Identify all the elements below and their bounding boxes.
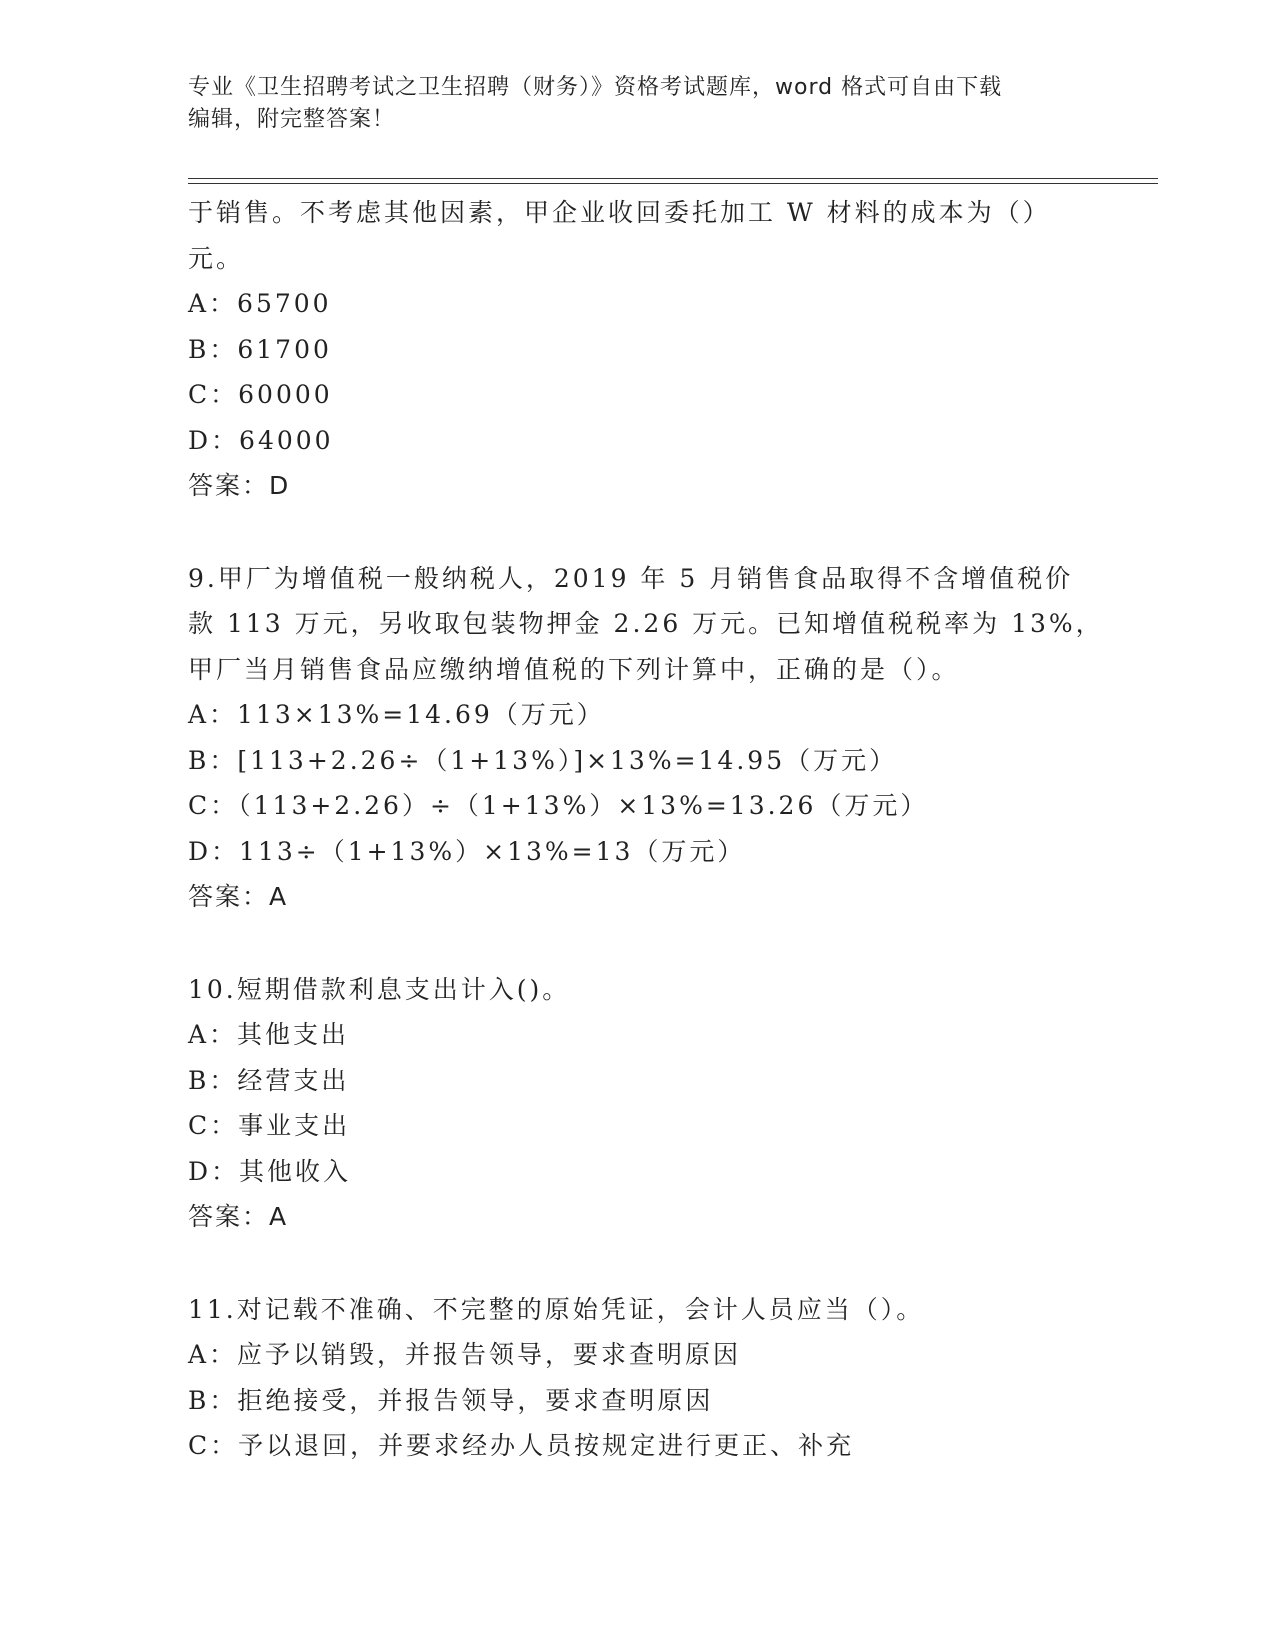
option-b: B：经营支出 [188,1065,350,1095]
answer-line: 答案：A [188,1202,289,1231]
option-a: A：65700 [188,289,332,318]
header-line-1: 专业《卫生招聘考试之卫生招聘（财务）》资格考试题库，word 格式可自由下载 [188,75,1003,100]
option-a: A：113×13%=14.69（万元） [188,700,605,729]
question-stem-line: 10.短期借款利息支出计入()。 [188,974,571,1004]
answer-line: 答案：A [188,882,289,911]
question-stem-line: 甲厂当月销售食品应缴纳增值税的下列计算中，正确的是（）。 [188,654,960,684]
header-divider-top [188,178,1158,179]
header-line-2: 编辑，附完整答案！ [188,107,396,132]
question-stem-line: 11.对记载不准确、不完整的原始凭证，会计人员应当（）。 [188,1294,925,1324]
header-divider-bottom [188,183,1158,184]
answer-line: 答案：D [188,471,291,500]
option-c: C：事业支出 [188,1111,351,1140]
option-d: D：其他收入 [188,1156,352,1186]
question-stem-line: 元。 [188,243,245,273]
option-c: C：予以退回，并要求经办人员按规定进行更正、补充 [188,1431,855,1460]
option-b: B：[113+2.26÷（1+13%）]×13%=14.95（万元） [188,745,898,775]
option-c: C：（113+2.26）÷（1+13%）×13%=13.26（万元） [188,791,929,820]
option-b: B：61700 [188,334,332,364]
option-d: D：64000 [188,425,334,455]
question-stem-line: 9.甲厂为增值税一般纳税人，2019 年 5 月销售食品取得不含增值税价 [188,563,1074,593]
question-10 [188,967,1148,1240]
question-stem-line: 于销售。不考虑其他因素，甲企业收回委托加工 W 材料的成本为（） [188,198,1051,227]
option-d: D：113÷（1+13%）×13%=13（万元） [188,836,746,866]
question-8 [188,190,1148,509]
option-a: A：其他支出 [188,1020,350,1049]
question-stem-line: 款 113 万元，另收取包装物押金 2.26 万元。已知增值税税率为 13%， [188,609,1104,638]
question-content [188,190,1148,1469]
option-a: A：应予以销毁，并报告领导，要求查明原因 [188,1340,742,1369]
question-11 [188,1287,1148,1469]
option-b: B：拒绝接受，并报告领导，要求查明原因 [188,1385,714,1415]
question-9 [188,556,1148,920]
document-header [188,72,1088,136]
option-c: C：60000 [188,380,333,409]
